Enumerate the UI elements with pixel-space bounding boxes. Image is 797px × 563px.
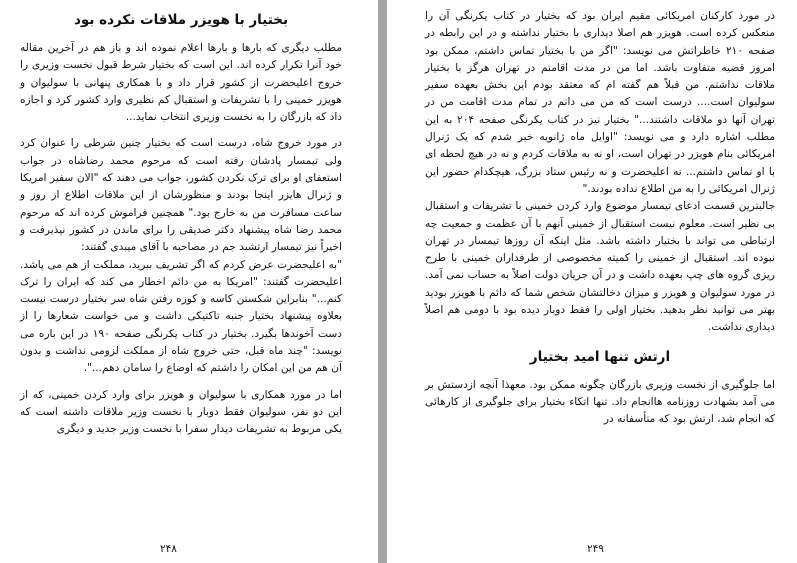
right-paragraph-1: در مورد کارکنان امریکائی مقیم ایران بود که بختیار در کتاب یکرنگی آن را منعکس کرده است. هویزر هم اصلا دیداری با بختیار نداشته و در این رابطه در صفحه ۲۱۰ خاطراتش می نویسد: "اگر من با بختیار تماس داشتم، ممکن بود امروز قضیه متفاوت باشد. اما من در مدت اقامتم در تهران هرگز با بختیار ملاقات نداشتم. من قبلاً هم گفته ام که معتقد بودم این بخش بعهده سفیر سولیوان است.... درست است که من می دانم در تمام مدت اقامت من در تهران آنها دو ملاقات داشتند..." بختیار نیز در کتاب یکرنگی صفحه ۲۰۴ به این مطلب اشاره دارد و می نویسد: "اوایل ماه ژانویه خبر شدم که یک ژنرال امریکائی بنام هویزر در تهران است، او نه به ملاقات کردم و نه در هیچ لحظه ای با او تماس داشتم... نه اعلیحضرت و نه رئیس ستاد بزرگ، هیچکدام حضور این ژنرال امریکائی را به من اطلاع نداده بودند.": [425, 10, 775, 195]
right-paragraph-3: اما جلوگیری از نخست وزیری بازرگان چگونه ممکن بود. معهذا آنچه ازدستش بر می آمد بشهادت روزنامه هاانجام داد. تنها اتکاء بختیار برای جلوگیری از کارهائی که انجام شد، ارتش بود که متأسفانه در: [425, 378, 775, 426]
left-page-content: [20, 8, 342, 439]
left-page-heading: بختیار با هویزر ملاقات نکرده بود: [73, 12, 289, 28]
right-page: [387, 0, 797, 563]
left-paragraph-3: "به اعلیحضرت عرض کردم که اگر تشریف ببرید، مملکت از هم می پاشد. اعلیحضرت گفتند: "امریکا به من دائم اخطار می کند که ایران را ترک کنم..." بنابراین شکستن کاسه و کوزه رفتن شاه سر بختیار درست نیست بعلاوه پیشنهاد بختیار جنبه تاکتیکی داشت و می خواست شعارها را از دست آخوندها بگیرد. بختیار در کتاب یکرنگی صفحه ۱۹۰ در این باره می نویسد: "چند ماه قبل، حتی خروج شاه از مملکت لزومی نداشت و بدون آن هم من این امکان را داشتم که اوضاع را سامان دهم...".: [20, 258, 343, 375]
right-page-number: ۲۴۹: [587, 543, 604, 555]
left-paragraph-2: در مورد خروج شاه، درست است که بختیار چنین شرطی را عنوان کرد ولی تیمسار پادشان رفته است که مرحوم محمد رضاشاه در جواب استعفای او برای ترک نکردن کشور، جواب می دهند که "الان سفیر امریکا و ژنرال هایزر اینجا بودند و منظورشان از این ملاقات اطلاع از روز و ساعت مسافرت من به خارج بود." همچنین فراموش کرده اند که مرحوم محمد رضا شاه پیشنهاد دکتر صدیقی را برای ماندن در کشور نپذیرفت و اخیراً نیز تیمسار ارتشبد جم در مصاحبه با آقای میبدی گفتند:: [20, 137, 342, 254]
left-paragraph-4: اما در مورد همکاری با سولیوان و هویزر برای وارد کردن خمینی، که از این دو نفر، سولیوان فقط دوبار با نخست وزیر ملاقات داشته است که یکی مربوط به تشریفات دیدار سفرا با نخست وزیر جدید و دیگری: [20, 388, 342, 436]
right-page-content: [425, 8, 775, 429]
right-paragraph-2: جالبترین قسمت ادعای تیمسار موضوع وارد کردن خمینی با تشریفات و استقبال بی نظیر است. معلوم نیست استقبال از خمینی آنهم با آن عظمت و جمعیت چه ارتباطی می تواند با بختیار داشته باشد. مثل اینکه آن روزها تیمسار در تهران نبوده اند. استقبال از خمینی را کمیته مخصوصی از طرفداران خمینی با طرح ریزی گروه های چپ بعهده داشت و در آن جریان دولت اصلاً به حساب نمی آمد. در مورد سولیوان و هویزر و میزان دخالتشان شخص شما که دائم با هویزر بودید بهتر می توانید نظر بدهید. بختیار اولی را فقط دوبار دیده بود با دومی هم اصلاً دیداری نداشت.: [425, 200, 775, 334]
book-gutter: [378, 0, 387, 563]
left-page: [0, 0, 378, 563]
right-page-heading: ارتش تنها امید بختیار: [529, 348, 671, 365]
left-paragraph-1: مطلب دیگری که بارها و بارها اعلام نموده اند و باز هم در آخرین مقاله خود آنرا تکرار کرده اند. این است که بختیار شرط قبول نخست وزیری را خروج اعلیحضرت از کشور قرار داد و با همکاری پنهانی با سولیوان و هویزر خمینی را با تشریفات و استقبال کم نظیری وارد کشور کرد و اجازه داد که بازرگان را به نخست وزیری انتخاب نماید...: [20, 42, 342, 124]
left-page-number: ۲۴۸: [160, 543, 177, 555]
